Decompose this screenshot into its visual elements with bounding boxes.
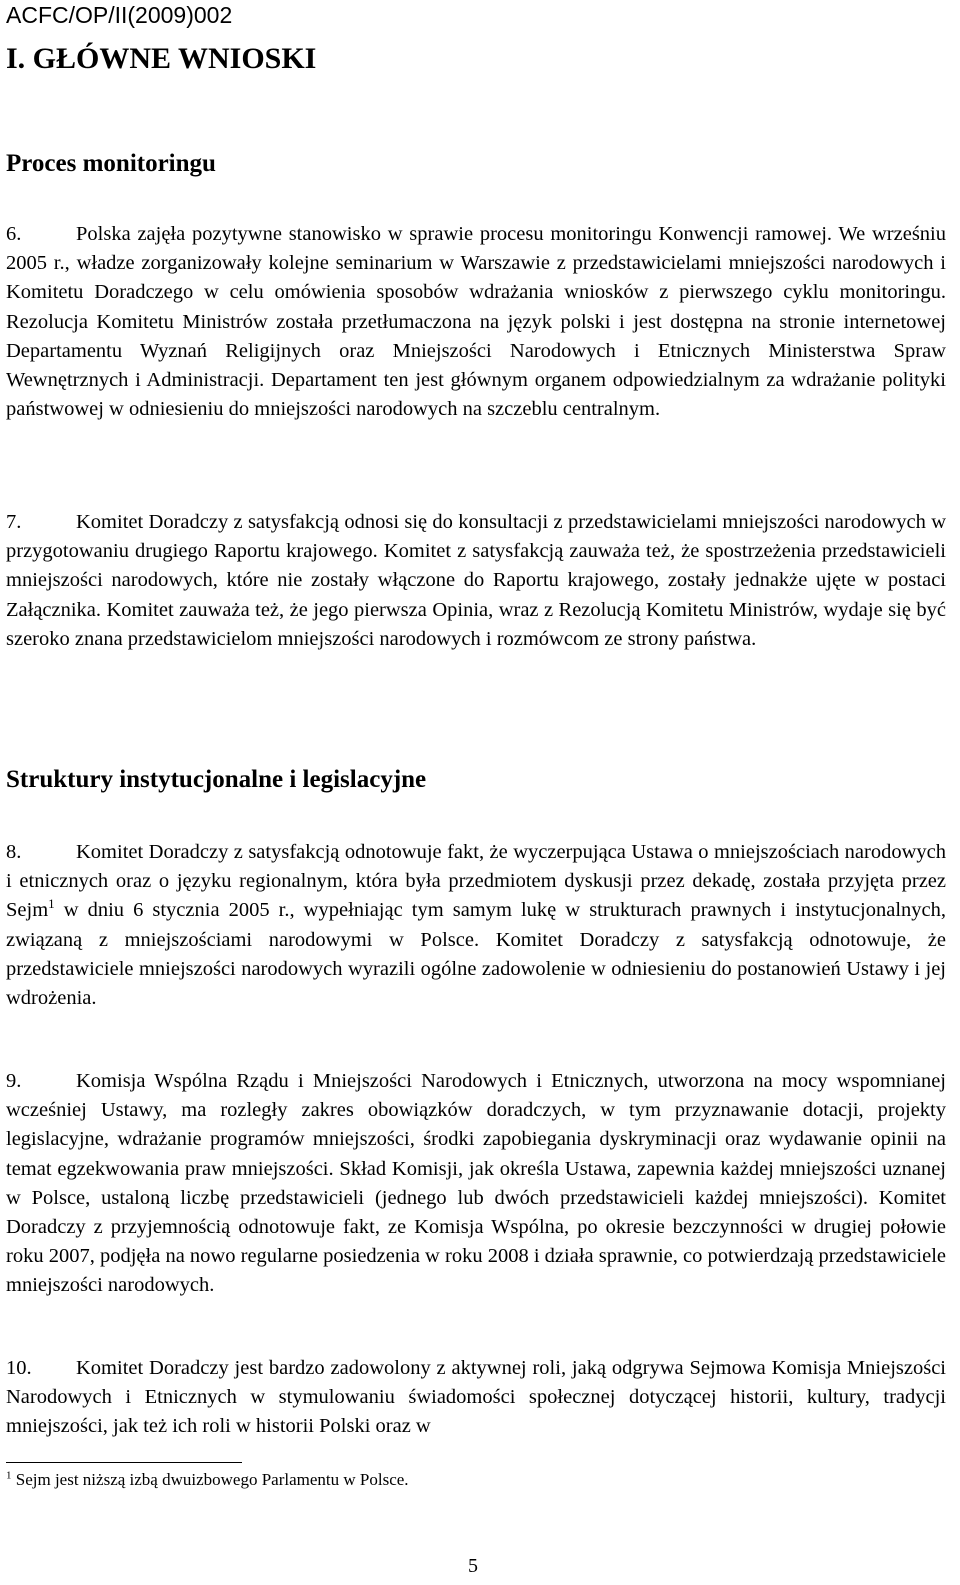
paragraph-8 (6, 838, 946, 1013)
footnote-text: Sejm jest niższą izbą dwuizbowego Parlamentu w Polsce. (15, 1470, 409, 1489)
subsection-heading-structures: Struktury instytucjonalne i legislacyjne (6, 766, 427, 793)
paragraph-text: Komitet Doradczy jest bardzo zadowolony z aktywnej roli, jaką odgrywa Sejmowa Komisja Mniejszości Narodowych i Etnicznych w stymulowaniu świadomości społecznej dotyczącej historii, kultury, tradycji mniejszości, jak też ich roli w historii Polski oraz w (6, 1357, 946, 1438)
paragraph-number: 6. (6, 223, 22, 245)
document-reference: ACFC/OP/II(2009)002 (6, 2, 233, 28)
paragraph-number: 9. (6, 1070, 22, 1092)
paragraph-7 (6, 508, 946, 654)
footnote-reference: 1 (48, 896, 55, 912)
footnote (6, 1470, 409, 1490)
paragraph-10 (6, 1354, 946, 1442)
paragraph-text-continued: w dniu 6 stycznia 2005 r., wypełniając tym samym lukę w strukturach prawnych i instytucjonalnych, związaną z mniejszościami narodowymi w Polsce. Komitet Doradczy z satysfakcją odnotowuje, że przedstawiciele mniejszości narodowych wyrazili ogólne zadowolenie w odniesieniu do postanowień Ustawy i jej wdrożenia. (6, 899, 946, 1010)
paragraph-text: Komitet Doradczy z satysfakcją odnosi się do konsultacji z przedstawicielami mniejszości narodowych w przygotowaniu drugiego Raportu krajowego. Komitet z satysfakcją zauważa też, że spostrzeżenia przedstawicieli mniejszości narodowych, które nie zostały włączone do Raportu krajowego, zostały jednakże ujęte w postaci Załącznika. Komitet zauważa też, że jego pierwsza Opinia, wraz z Rezolucją Komitetu Ministrów, wydaje się być szeroko znana przedstawicielom mniejszości narodowych i rozmówcom ze strony państwa. (6, 511, 946, 650)
paragraph-number: 10. (6, 1357, 32, 1379)
paragraph-number: 7. (6, 511, 22, 533)
paragraph-text: Komitet Doradczy z satysfakcją odnotowuje fakt, że wyczerpująca Ustawa o mniejszościach narodowych i etnicznych oraz o języku regionalnym, która była przedmiotem dyskusji przez dekadę, została przyjęta przez Sejm (6, 841, 946, 922)
paragraph-9 (6, 1067, 946, 1301)
footnote-number: 1 (6, 1469, 12, 1482)
paragraph-number: 8. (6, 841, 22, 863)
footnote-separator (6, 1462, 242, 1463)
paragraph-text: Komisja Wspólna Rządu i Mniejszości Narodowych i Etnicznych, utworzona na mocy wspomnianej wcześniej Ustawy, ma rozległy zakres obowiązków doradczych, w tym przyznawanie dotacji, projekty legislacyjne, wdrażanie programów mniejszości, środki zapobiegania dyskryminacji oraz wydawanie opinii na temat egzekwowania praw mniejszości. Skład Komisji, jak określa Ustawa, zapewnia każdej mniejszości uznanej w Polsce, ustaloną liczbę przedstawicieli (jednego lub dwóch przedstawicieli każdej mniejszości). Komitet Doradczy z przyjemnością odnotowuje fakt, ze Komisja Wspólna, po okresie bezczynności w drugiej połowie roku 2007, podjęła na nowo regularne posiedzenia w roku 2008 i działa sprawnie, co potwierdzają przedstawiciele mniejszości narodowych. (6, 1070, 946, 1297)
page-number: 5 (468, 1555, 478, 1577)
subsection-heading-monitoring: Proces monitoringu (6, 150, 216, 177)
paragraph-text: Polska zajęła pozytywne stanowisko w sprawie procesu monitoringu Konwencji ramowej. We wrześniu 2005 r., władze zorganizowały kolejne seminarium w Warszawie z przedstawicielami mniejszości narodowych i Komitetu Doradczego w celu omówienia sposobów wdrażania wniosków z pierwszego cyklu monitoringu. Rezolucja Komitetu Ministrów została przetłumaczona na język polski i jest dostępna na stronie internetowej Departamentu Wyznań Religijnych oraz Mniejszości Narodowych i Etnicznych Ministerstwa Spraw Wewnętrznych i Administracji. Departament ten jest głównym organem odpowiedzialnym za wdrażanie polityki państwowej w odniesieniu do mniejszości narodowych na szczeblu centralnym. (6, 223, 946, 421)
section-title: I. GŁÓWNE WNIOSKI (6, 42, 317, 75)
paragraph-6 (6, 220, 946, 424)
